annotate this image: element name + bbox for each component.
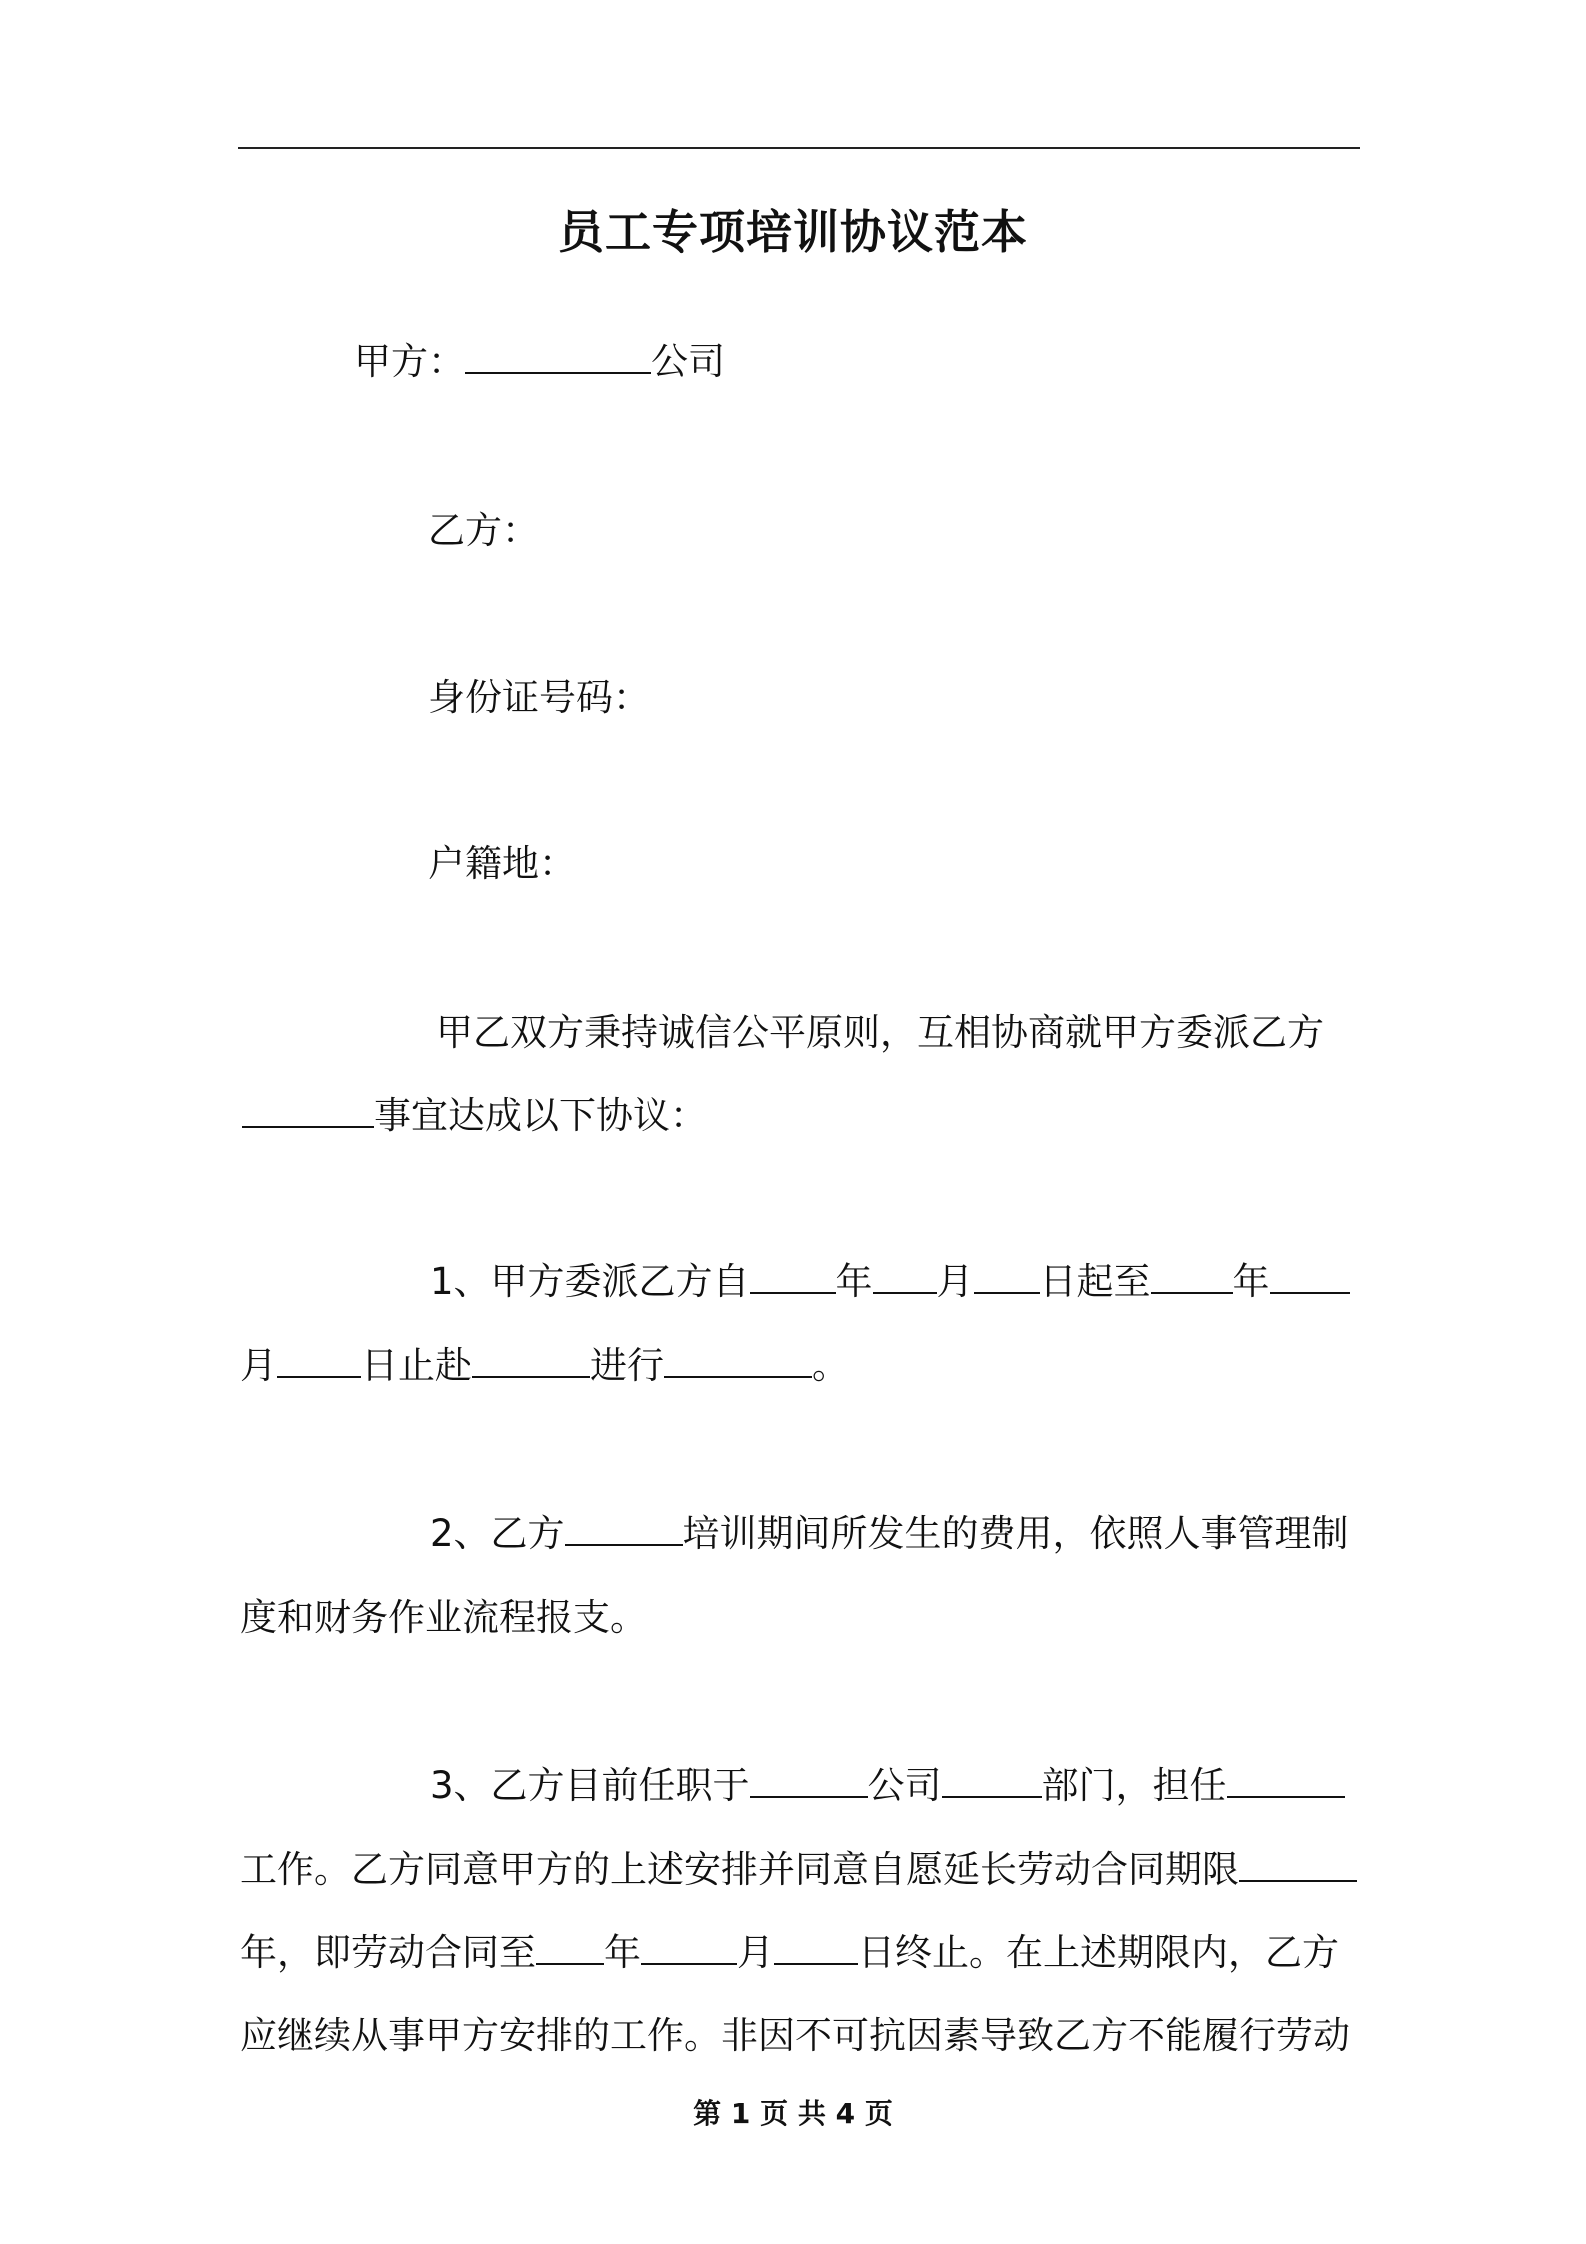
clause-1-seg-8: 进行 — [590, 1344, 664, 1387]
clause-1-blank-day-end — [277, 1346, 361, 1378]
clause-3-seg-6: 月 — [737, 1931, 774, 1974]
clause-3-seg-1: 3、乙方目前任职于 — [430, 1764, 750, 1807]
page-indicator: 第 1 页 共 4 页 — [693, 2097, 893, 2130]
clause-3-seg-5: 年 — [604, 1931, 641, 1974]
clause-1-seg-3: 月 — [936, 1260, 974, 1303]
intro-text-2: 事宜达成以下协议： — [374, 1094, 707, 1137]
party-b-label: 乙方： — [428, 509, 539, 552]
clause-1-seg-9: 。 — [812, 1344, 849, 1387]
domicile-label: 户籍地： — [428, 842, 576, 885]
clause-3-line-2 — [240, 1844, 1357, 1896]
clause-1-seg-6: 月 — [240, 1344, 277, 1387]
party-a-line — [354, 336, 725, 388]
intro-line-2 — [242, 1090, 707, 1142]
header-rule — [238, 147, 1360, 149]
clause-1-blank-year-start — [750, 1262, 836, 1294]
clause-1-blank-month-end — [1270, 1262, 1350, 1294]
clause-2-blank — [565, 1514, 683, 1546]
clause-2-line-2 — [240, 1592, 647, 1644]
clause-1-blank-day-start — [974, 1262, 1040, 1294]
clause-3-seg-4: 年，即劳动合同至 — [240, 1931, 536, 1974]
clause-1-line-1 — [430, 1256, 1350, 1308]
clause-3-blank-position — [1227, 1766, 1345, 1798]
clause-3-blank-extension — [1239, 1850, 1357, 1882]
clause-2-seg-2: 培训期间所发生的费用，依照人事管理制 — [682, 1512, 1349, 1555]
clause-2-line-1 — [430, 1508, 1349, 1560]
clause-1-blank-year-end — [1151, 1262, 1233, 1294]
domicile-line — [428, 838, 576, 890]
clause-2-text-2: 度和财务作业流程报支。 — [240, 1596, 647, 1639]
document-title: 员工专项培训协议范本 — [558, 205, 1028, 259]
clause-3-text-2: 工作。乙方同意甲方的上述安排并同意自愿延长劳动合同期限 — [240, 1848, 1239, 1891]
clause-1-seg-1: 1、甲方委派乙方自 — [430, 1260, 750, 1303]
clause-1-blank-training — [664, 1346, 812, 1378]
clause-1-seg-4: 日起至 — [1039, 1260, 1151, 1303]
clause-1-seg-2: 年 — [835, 1260, 873, 1303]
clause-3-seg-7: 日终止。在上述期限内，乙方 — [858, 1931, 1339, 1974]
clause-3-line-4 — [240, 2010, 1350, 2062]
clause-3-blank-day — [774, 1933, 858, 1965]
clause-1-blank-location — [472, 1346, 590, 1378]
clause-1-line-2 — [240, 1340, 849, 1392]
intro-line-1 — [436, 1007, 1324, 1059]
clause-3-line-1 — [430, 1760, 1345, 1812]
clause-3-line-3 — [240, 1927, 1339, 1979]
clause-3-blank-month — [641, 1933, 737, 1965]
party-b-line — [428, 505, 539, 557]
clause-3-blank-year — [536, 1933, 604, 1965]
party-a-suffix: 公司 — [651, 340, 725, 383]
intro-blank — [242, 1096, 374, 1128]
clause-3-seg-3: 部门，担任 — [1041, 1764, 1227, 1807]
party-a-blank — [465, 342, 651, 374]
clause-1-seg-5: 年 — [1232, 1260, 1270, 1303]
clause-3-seg-2: 公司 — [867, 1764, 942, 1807]
clause-1-blank-month-start — [873, 1262, 937, 1294]
id-number-label: 身份证号码： — [428, 676, 650, 719]
clause-3-text-4: 应继续从事甲方安排的工作。非因不可抗因素导致乙方不能履行劳动 — [240, 2014, 1350, 2057]
clause-3-blank-department — [942, 1766, 1042, 1798]
clause-3-blank-company — [750, 1766, 868, 1798]
intro-text-1: 甲乙双方秉持诚信公平原则，互相协商就甲方委派乙方 — [436, 1011, 1324, 1054]
party-a-label: 甲方： — [354, 340, 465, 383]
clause-2-seg-1: 2、乙方 — [430, 1512, 565, 1555]
clause-1-seg-7: 日止赴 — [361, 1344, 472, 1387]
id-number-line — [428, 672, 650, 724]
